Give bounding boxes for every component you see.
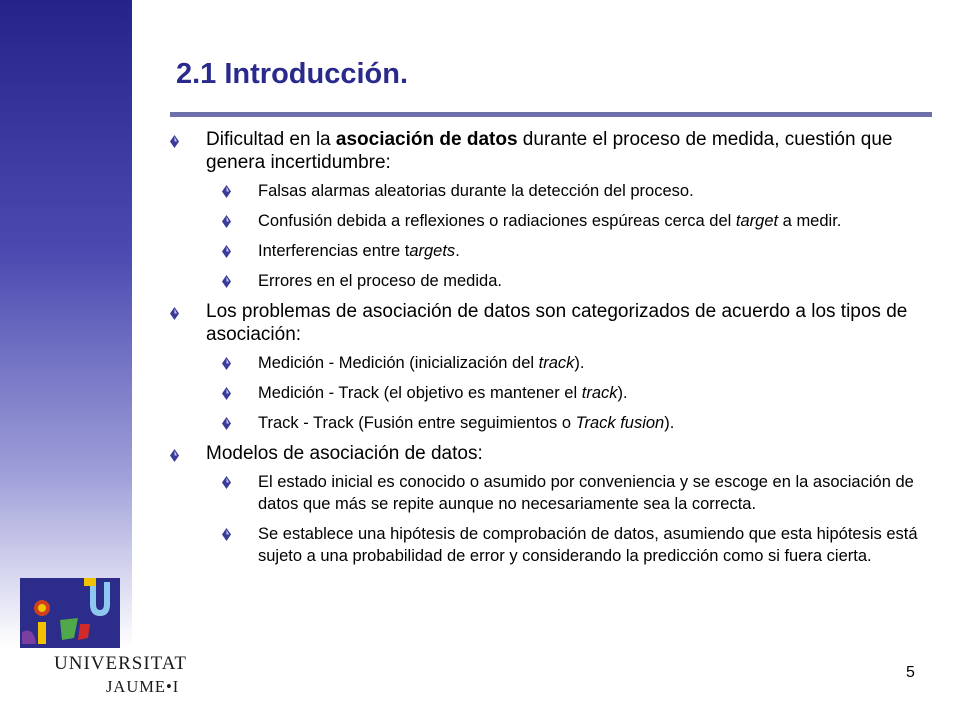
sub-bullet-text: argets [409, 242, 456, 260]
sub-bullet-item [170, 210, 945, 232]
sub-bullet-text: . [455, 242, 460, 260]
sub-bullet-item [170, 523, 945, 567]
sub-bullet-item [170, 180, 945, 202]
sub-bullet-text: target [735, 212, 779, 230]
bullet-text: durante el proceso de medida, cuestión que genera incertidumbre: [206, 129, 893, 173]
sub-bullet-text: Medición - Track (el objetivo es mantener el [258, 384, 582, 402]
sub-bullet-text: Medición - Medición (inicialización del [258, 354, 539, 372]
sub-bullet-text: ). [574, 354, 585, 372]
bullet-item [170, 442, 945, 465]
sub-bullet-item [170, 471, 945, 515]
diamond-bullet-icon [222, 476, 231, 489]
diamond-bullet-icon [222, 357, 231, 370]
diamond-bullet-icon [170, 307, 179, 320]
diamond-bullet-icon [222, 215, 231, 228]
bullet-text: asociación de datos [335, 129, 518, 150]
diamond-bullet-icon [222, 528, 231, 541]
sub-bullet-text: Track - Track (Fusión entre seguimientos o [258, 414, 576, 432]
sub-bullet-text: a medir. [778, 212, 842, 230]
sub-bullet-item [170, 352, 945, 374]
bullet-text: Modelos de asociación de datos: [206, 443, 483, 464]
bullet-list [170, 128, 945, 575]
bullet-text: Dificultad en la [206, 129, 336, 150]
university-logo [20, 578, 120, 648]
sub-bullet-text: El estado inicial es conocido o asumido por conveniencia y se escoge en la asociación de datos que más se repite aunque no necesariamente sea la correcta. [258, 473, 914, 513]
logo-line-1: UNIVERSITAT [54, 653, 187, 674]
diamond-bullet-icon [222, 275, 231, 288]
sub-bullet-text: track [538, 354, 575, 372]
bullet-text: Los problemas de asociación de datos son categorizados de acuerdo a los tipos de asociación: [206, 301, 908, 345]
sub-bullet-text: ). [664, 414, 675, 432]
diamond-bullet-icon [170, 135, 179, 148]
slide-title: 2.1 Introducción. [176, 58, 409, 90]
bullet-item [170, 128, 945, 174]
diamond-bullet-icon [222, 387, 231, 400]
diamond-bullet-icon [170, 449, 179, 462]
sub-bullet-text: Errores en el proceso de medida. [258, 272, 502, 290]
page-number: 5 [906, 664, 915, 681]
diamond-bullet-icon [222, 417, 231, 430]
sub-bullet-text: Interferencias entre t [258, 242, 410, 260]
sub-bullet-text: track [581, 384, 618, 402]
diamond-bullet-icon [222, 185, 231, 198]
logo-line-2: JAUME•I [106, 677, 180, 696]
sub-bullet-text: Confusión debida a reflexiones o radiaciones espúreas cerca del [258, 212, 736, 230]
sub-bullet-text: ). [617, 384, 628, 402]
title-underline [170, 112, 932, 117]
sub-bullet-text: Falsas alarmas aleatorias durante la detección del proceso. [258, 182, 694, 200]
sub-bullet-item [170, 412, 945, 434]
sub-bullet-item [170, 382, 945, 404]
diamond-bullet-icon [222, 245, 231, 258]
sub-bullet-text: Se establece una hipótesis de comprobación de datos, asumiendo que esta hipótesis está sujeto a una probabilidad de error y considerando la predicción como si fuera cierta. [258, 525, 918, 565]
sub-bullet-item [170, 270, 945, 292]
bullet-item [170, 300, 945, 346]
sub-bullet-text: Track fusion [575, 414, 665, 432]
sub-bullet-item [170, 240, 945, 262]
